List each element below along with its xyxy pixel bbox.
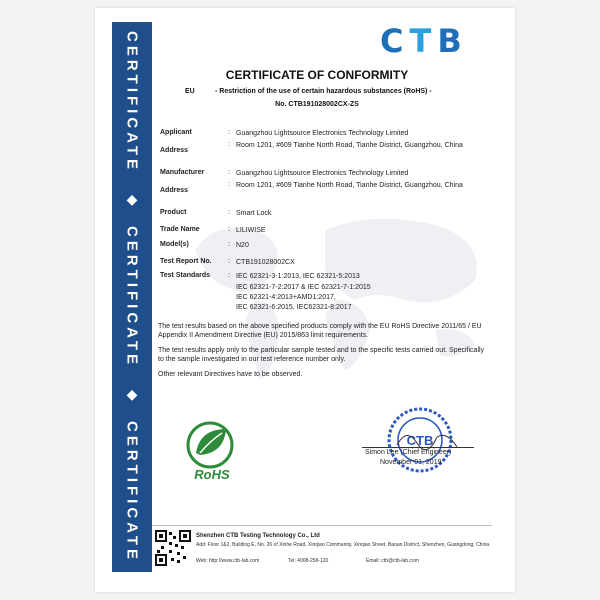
signer-name: Simon Lee (Chief Engineer) — [365, 449, 452, 456]
ctb-logo — [380, 22, 466, 60]
footer-email: Email: ctb@ctb-lab.com — [366, 558, 419, 564]
diamond-icon: ◆ — [126, 385, 138, 402]
compliance-paragraph: The test results based on the above specified products comply with the EU RoHS Directive 2011/65 / EU Appendix II Amendment Directive (EU) 2015/863 limit requirements. — [158, 323, 482, 339]
side-band — [112, 22, 152, 572]
side-word-1: CERTIFICATE — [123, 30, 141, 174]
signature-line — [362, 447, 474, 448]
stamp-text: CTB — [406, 433, 434, 448]
logo-letter-t: T — [409, 22, 436, 60]
scope-paragraph: The test results apply only to the particular sample tested and to the specific tests carried out. Specifically to the sample investigated in our test reference number only. — [158, 347, 485, 363]
directive-text: - Restriction of the use of certain hazardous substances (RoHS) - — [215, 88, 432, 95]
footer-divider — [152, 525, 492, 526]
footer-tel: Tel: 4008-258-120 — [288, 558, 329, 564]
logo-letter-b: B — [437, 22, 466, 60]
qr-code — [155, 530, 191, 566]
rohs-logo — [178, 415, 248, 485]
diamond-icon: ◆ — [126, 190, 138, 207]
certificate-title: CERTIFICATE OF CONFORMITY — [225, 68, 409, 82]
footer-company: Shenzhen CTB Testing Technology Co., Ltd — [196, 533, 320, 539]
signature-date: November 01, 2019 — [380, 459, 442, 466]
directives-paragraph: Other relevant Directives have to be observed. — [158, 371, 303, 378]
footer-address: Add: Floor 1&2, Building E, No. 26 of Xinhe Road, Xinqiao Community, Xinqiao Street, Baoan District, Shenzhen, Guangdong, China — [196, 542, 490, 548]
side-word-3: CERTIFICATE — [123, 420, 141, 563]
region-label: EU — [185, 88, 195, 95]
footer-web: Web: http://www.ctb-lab.com — [196, 558, 260, 564]
certificate-number: No. CTB191028002CX-ZS — [275, 101, 359, 108]
rohs-text: RoHS — [194, 467, 230, 482]
side-word-2: CERTIFICATE — [123, 225, 141, 368]
logo-letter-c: C — [380, 22, 408, 60]
